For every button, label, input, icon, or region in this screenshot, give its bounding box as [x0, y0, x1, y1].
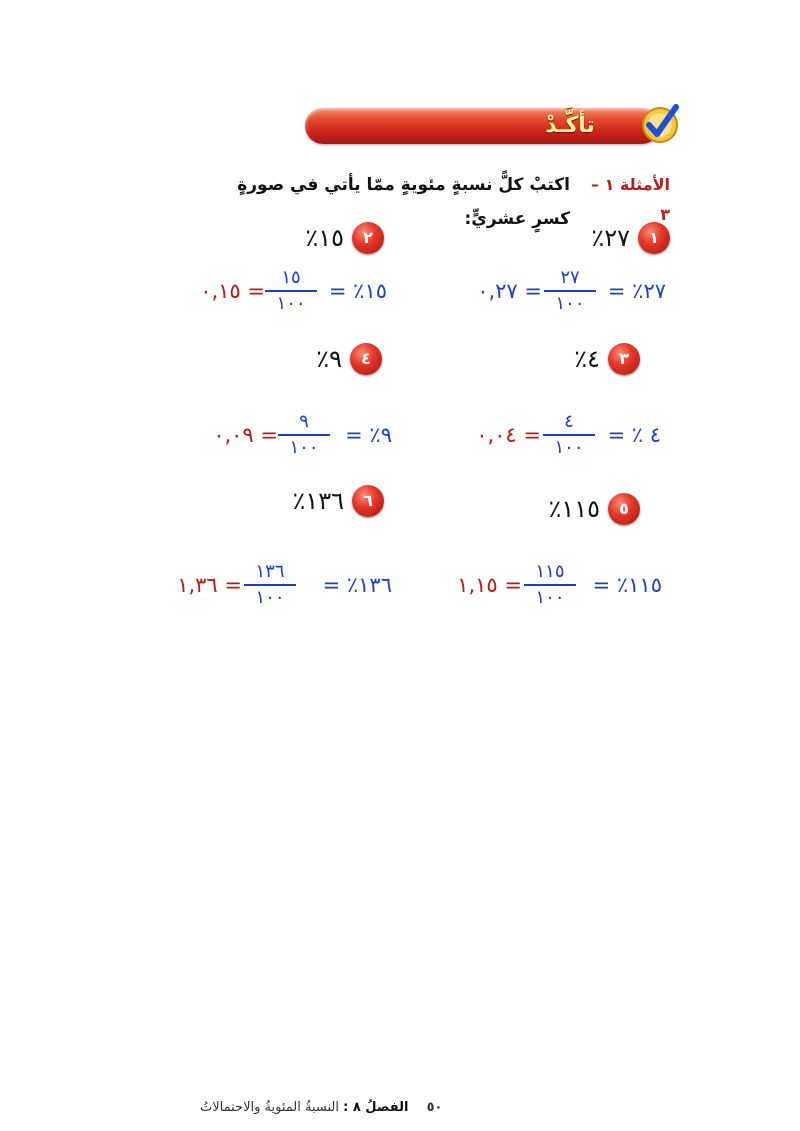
solution-1-decimal: = ٠,٢٧ — [477, 279, 542, 303]
solution-1-percent: ٢٧٪ = — [607, 279, 666, 303]
solution-2-percent: ١٥٪ = — [328, 279, 387, 303]
problem-5-solution — [457, 560, 665, 610]
examples-reference: الأمثلة ١ – ٣ — [591, 175, 670, 224]
solution-3-percent: ٤ ٪ = — [607, 423, 661, 447]
section-title: تأكَّـدْ — [545, 113, 595, 138]
solution-2-denominator: ١٠٠ — [276, 293, 306, 314]
problem-4-solution — [213, 410, 395, 460]
footer-title: النسبةُ المئويةُ والاحتمالاتُ — [200, 1100, 339, 1115]
solution-1-denominator: ١٠٠ — [555, 293, 585, 314]
problem-number-3: ٣ — [608, 343, 640, 375]
problem-number-4: ٤ — [350, 343, 382, 375]
solution-4-fraction — [278, 410, 330, 460]
problem-4-prompt: ٩٪ — [316, 345, 342, 373]
problem-number-5: ٥ — [608, 493, 640, 525]
footer-chapter: الفصلُ ٨ : — [343, 1100, 409, 1115]
problem-1-prompt: ٢٧٪ — [591, 224, 630, 252]
solution-3-denominator: ١٠٠ — [554, 437, 584, 458]
solution-4-percent: ٩٪ = — [345, 423, 392, 447]
instruction-text: اكتبْ كلًّ نسبةٍ مئويةٍ ممّا يأتي في صورةٍ كسرٍ عشريٍّ: — [237, 175, 570, 229]
solution-6-fraction — [244, 560, 296, 610]
solution-6-percent: ١٣٦٪ = — [322, 573, 392, 597]
problem-2-solution — [195, 266, 395, 316]
solution-4-numerator: ٩ — [299, 411, 309, 432]
solution-6-numerator: ١٣٦ — [255, 561, 285, 582]
solution-4-decimal: = ٠,٠٩ — [213, 423, 278, 447]
solution-2-fraction — [265, 266, 317, 316]
solution-1-numerator: ٢٧ — [560, 267, 580, 288]
solution-3-fraction — [543, 410, 595, 460]
solution-2-numerator: ١٥ — [281, 267, 301, 288]
solution-3-decimal: = ٠,٠٤ — [476, 423, 541, 447]
solution-5-decimal: = ١,١٥ — [457, 573, 522, 597]
problem-3-solution — [465, 410, 665, 460]
problem-3-prompt: ٤٪ — [574, 345, 600, 373]
problem-6-prompt: ١٣٦٪ — [292, 487, 344, 515]
solution-4-denominator: ١٠٠ — [289, 437, 319, 458]
problem-number-2: ٢ — [352, 222, 384, 254]
problem-2-prompt: ١٥٪ — [305, 224, 344, 252]
solution-3-numerator: ٤ — [564, 411, 574, 432]
problem-6-solution — [170, 560, 395, 610]
problem-1-solution — [470, 266, 670, 316]
solution-5-denominator: ١٠٠ — [535, 587, 565, 608]
solution-5-numerator: ١١٥ — [535, 561, 565, 582]
solution-5-fraction — [524, 560, 576, 610]
solution-1-fraction — [544, 266, 596, 316]
problem-number-6: ٦ — [352, 485, 384, 517]
solution-2-decimal: = ٠,١٥ — [200, 279, 265, 303]
page-footer — [200, 1095, 570, 1121]
solution-5-percent: ١١٥٪ = — [592, 573, 662, 597]
solution-6-decimal: = ١,٣٦ — [177, 573, 242, 597]
solution-6-denominator: ١٠٠ — [255, 587, 285, 608]
problem-number-1: ١ — [638, 222, 670, 254]
checkmark-icon — [638, 101, 682, 145]
footer-page-number: ٥٠ — [426, 1100, 443, 1115]
problem-5-prompt: ١١٥٪ — [548, 495, 600, 523]
